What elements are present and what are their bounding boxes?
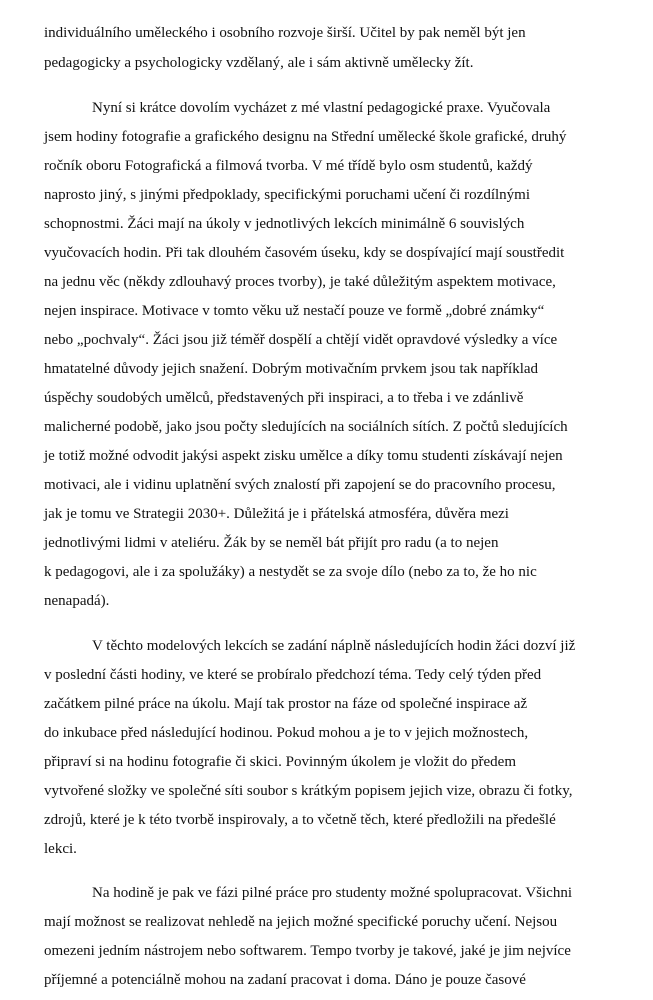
text-line: ročník oboru Fotografická a filmová tvorba. V mé třídě bylo osm studentů, každý <box>44 158 533 174</box>
text-line: k pedagogovi, ale i za spolužáky) a nestydět se za svoje dílo (nebo za to, že ho nic <box>44 564 537 580</box>
text-line: nebo „pochvaly“. Žáci jsou již téměř dospělí a chtějí vidět opravdové výsledky a více <box>44 332 558 348</box>
paragraph-first-line: Nyní si krátce dovolím vycházet z mé vlastní pedagogické praxe. Vyučovala <box>92 100 551 116</box>
text-line: naprosto jiný, s jinými předpoklady, specifickými poruchami učení či rozdílnými <box>44 187 531 203</box>
text-line: připraví si na hodinu fotografie či skici. Povinným úkolem je vložit do předem <box>44 754 516 770</box>
text-line: malicherné podobě, jako jsou počty sledujících na sociálních sítích. Z počtů sledujících <box>44 419 568 435</box>
text-line: jsem hodiny fotografie a grafického designu na Střední umělecké škole grafické, druhý <box>44 129 567 145</box>
paragraph-first-line: Na hodině je pak ve fázi pilné práce pro studenty možné spolupracovat. Všichni <box>92 885 572 901</box>
text-line: pedagogicky a psychologicky vzdělaný, ale i sám aktivně umělecky žít. <box>44 55 474 71</box>
text-line: nenapadá). <box>44 593 110 609</box>
text-line: do inkubace před následující hodinou. Pokud mohou a je to v jejich možnostech, <box>44 725 529 741</box>
text-line: vyučovacích hodin. Při tak dlouhém časovém úseku, kdy se dospívající mají soustředit <box>44 245 565 261</box>
text-line: úspěchy soudobých umělců, představených při inspiraci, a to třeba i ve zdánlivě <box>44 390 524 406</box>
text-line: jednotlivými lidmi v ateliéru. Žák by se neměl bát přijít pro radu (a to nejen <box>44 535 499 551</box>
text-line: jak je tomu ve Strategii 2030+. Důležitá je i přátelská atmosféra, důvěra mezi <box>44 506 509 522</box>
text-line: hmatatelné důvody jejich snažení. Dobrým motivačním prvkem jsou tak například <box>44 361 539 377</box>
text-line: nejen inspirace. Motivace v tomto věku už nestačí pouze ve formě „dobré známky“ <box>44 303 545 319</box>
text-line: individuálního uměleckého i osobního rozvoje širší. Učitel by pak neměl být jen <box>44 25 526 41</box>
text-line: schopnostmi. Žáci mají na úkoly v jednotlivých lekcích minimálně 6 souvislých <box>44 216 525 232</box>
text-line: zdrojů, které je k této tvorbě inspirovaly, a to včetně těch, které předložili na předešlé <box>44 812 556 828</box>
text-line: lekci. <box>44 841 77 857</box>
text-line: vytvořené složky ve společné síti soubor s krátkým popisem jejich vize, obrazu či fotky, <box>44 783 573 799</box>
text-line: motivaci, ale i vidinu uplatnění svých znalostí při zapojení se do pracovního procesu, <box>44 477 556 493</box>
text-line: je totiž možné odvodit jakýsi aspekt zisku umělce a díky tomu studenti získávají nejen <box>44 448 563 464</box>
text-line: v poslední části hodiny, ve které se probíralo předchozí téma. Tedy celý týden před <box>44 667 542 683</box>
text-line: mají možnost se realizovat nehledě na jejich možné specifické poruchy učení. Nejsou <box>44 914 558 930</box>
text-line: příjemné a potenciálně mohou na zadaní pracovat i doma. Dáno je pouze časové <box>44 972 526 988</box>
text-line: na jednu věc (někdy zdlouhavý proces tvorby), je také důležitým aspektem motivace, <box>44 274 556 290</box>
paragraph-first-line: V těchto modelových lekcích se zadání náplně následujících hodin žáci dozví již <box>92 638 576 654</box>
text-line: začátkem pilné práce na úkolu. Mají tak prostor na fáze od společné inspirace až <box>44 696 528 712</box>
text-line: omezeni jedním nástrojem nebo softwarem. Tempo tvorby je takové, jaké je jim nejvíce <box>44 943 571 959</box>
